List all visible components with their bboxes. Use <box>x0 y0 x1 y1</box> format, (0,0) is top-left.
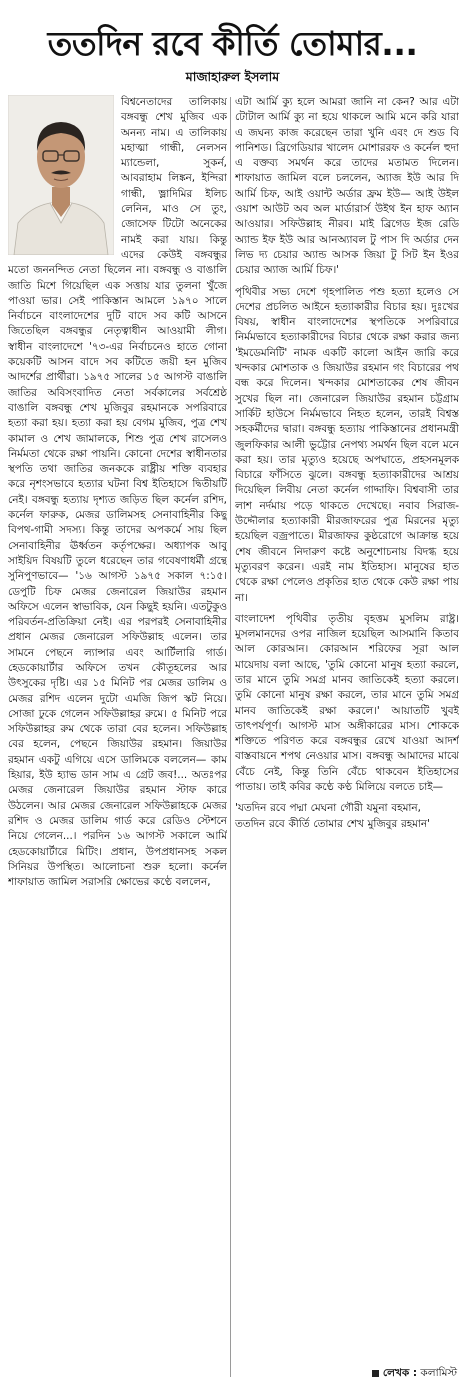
author-credit-label: লেখক : <box>382 1367 418 1379</box>
bullet-square-icon <box>372 1370 379 1377</box>
right-column-paragraph-3: বাংলাদেশ পৃথিবীর তৃতীয় বৃহত্তম মুসলিম রাষ্ট্র। মুসলমানদের ওপর নাজিল হয়েছিল আসমানি কিতাব আল কোরআন। কোরআন শরিফের সূরা আল মায়েদায় বলা আছে, 'তুমি কোনো মানুষ হত্যা করলে, তার মানে তুমি সমগ্র মানব জাতিকেই হত্যা করলে। তুমি কোনো মানুষ রক্ষা করলে, তার মানে তুমি সমগ্র মানব জাতিকেই রক্ষা করলে।' আয়াতটি খুবই তাৎপর্যপূর্ণ। আগস্ট মাস অঙ্গীকারের মাস। শোককে শক্তিতে পরিণত করে বঙ্গবন্ধুর রেখে যাওয়া আদর্শ বাস্তবায়নে শপথ নেওয়ার মাস। বঙ্গবন্ধু আমাদের মাঝে বেঁচে নেই, কিন্তু তিনি বেঁচে থাকবেন ইতিহাসের পাতায়। তাই কবির কণ্ঠে কণ্ঠ মিলিয়ে বলতে চাই— <box>235 612 459 794</box>
poem-line-2: ততদিন রবে কীর্তি তোমার শেখ মুজিবুর রহমান' <box>235 817 430 830</box>
author-credit-value: কলামিস্ট <box>420 1367 457 1379</box>
right-column <box>235 95 459 1379</box>
right-column-paragraph-2: পৃথিবীর সভ্য দেশে গৃহপালিত পশু হত্যা হলেও সে দেশের প্রচলিত আইনে হত্যাকারীর বিচার হয়। দুঃখের বিষয়, স্বাধীন বাংলাদেশের স্থপতিকে সপরিবারে নির্মমভাবে হত্যাকারীদের বিচার থেকে রক্ষা করার জন্য 'ইমডেমনিটি' নামক একটি কালো আইন জারি করে খন্দকার মোশতাক ও জিয়াউর রহমান গং বিচারের পথ বন্ধ করে দিলেন। খন্দকার মোশতাকের শেষ জীবন সুখের ছিল না। জেনারেল জিয়াউর রহমান চট্টগ্রাম সার্কিট হাউসে নির্মমভাবে নিহত হলেন, তারই বিশ্বস্ত সহকর্মীদের দ্বারা। বঙ্গবন্ধু হত্যায় পাকিস্তানের প্রধানমন্ত্রী জুলফিকার আলী ভুট্টোর নেপথ্য সমর্থন ছিল বলে মনে করা হয়। তার মৃত্যুও হয়েছে অপঘাতে, প্রহসনমূলক বিচারে ফাঁসিতে ঝুলে। বঙ্গবন্ধু হত্যাকারীদের আশ্রয় দিয়েছিল লিবীয় নেতা কর্নেল গাদ্দাফি। বিশ্ববাসী তার লাশ নর্দমায় পড়ে থাকতে দেখেছে। নবাব সিরাজ-উদ্দৌলার হত্যাকারী মীরজাফরের পুত্র মিরনের মৃত্যু হয়েছিল বজ্রপাতে। মীরজাফর কুষ্ঠরোগে আক্রান্ত হয়ে শেষ জীবনে নিদারুণ কষ্টে অনুশোচনায় বিদগ্ধ হয়ে মৃত্যুবরণ করেন। এরই নাম ইতিহাস। মানুষের হাত থেকে রক্ষা পেলেও প্রকৃতির হাত থেকে কেউ রক্ষা পায় না। <box>235 285 459 604</box>
author-byline: মাজাহারুল ইসলাম <box>185 69 280 84</box>
author-credit <box>372 1366 457 1380</box>
left-column-paragraph: বিশ্বনেতাদের তালিকায় বঙ্গবন্ধু শেখ মুজিব এক অনন্য নাম। এ তালিকায় মহাত্মা গান্ধী, নেলসন ম্যান্ডেলা, সুকর্ন, আবরাহাম লিঙ্কন, ইন্দিরা গান্ধী, ভ্লাদিমির ইলিচ লেনিন, মাও সে তুং, জোসেফ টিটো অনেকের নামই করা যায়। কিন্তু এদের কেউই বঙ্গবন্ধুর মতো জননন্দিত নেতা ছিলেন না। বঙ্গবন্ধু ও বাঙালি জাতি মিশে গিয়েছিল এক সত্তায় যার তুলনা খুঁজে পাওয়া ভার। সেই পাকিস্তান আমলে ১৯৭০ সালে নির্বাচনে বাংলাদেশের দুটি বাদে সব কটি আসনে জিতেছিল বঙ্গবন্ধুর নেতৃত্বাধীন আওয়ামী লীগ। স্বাধীন বাংলাদেশে '৭৩-এর নির্বাচনেও হাতে গোনা কয়েকটি আসন বাদে সব কটিতে জয়ী হন মুজিব আদর্শের প্রার্থীরা। ১৯৭৫ সালের ১৫ আগস্ট বাঙালি জাতির অবিসংবাদিত নেতা সর্বকালের সর্বশ্রেষ্ঠ বাঙালি বঙ্গবন্ধু শেখ মুজিবুর রহমানকে সপরিবারে হত্যা করা হয়। হত্যা করা হয় বেগম মুজিব, পুত্র শেখ কামাল ও শেখ জামালকে, শিশু পুত্র শেখ রাসেলও নির্মমতা থেকে রক্ষা পায়নি। কোনো দেশের স্বাধীনতার স্থপতি তথা জাতির জনককে রাষ্ট্রীয় শক্তি ব্যবহার করে নৃশংসভাবে হত্যার ঘটনা বিশ্ব ইতিহাসে দ্বিতীয়টি নেই। বঙ্গবন্ধু হত্যায় দৃশ্যত জড়িত ছিল কর্নেল রশিদ, কর্নেল ফারুক, মেজর ডালিমসহ সেনাবাহিনীর কিছু বিপথ-গামী সদস্য। কিন্তু তাদের অপকর্মে সায় ছিল সেনাবাহিনীর ঊর্ধ্বতন কর্তৃপক্ষের। অধ্যাপক আবু সাইয়িদ বিষয়টি তুলে ধরেছেন তার গবেষণাধর্মী গ্রন্থে সুনিপুণভাবে— '১৬ আগস্ট ১৯৭৫ সকাল ৭:১৫। ডেপুটি চিফ মেজর জেনারেল জিয়াউর রহমান অফিসে এলেন স্বাভাবিক, যেন কিছুই হয়নি। এতটুকুও পরিবর্তন-প্রতিক্রিয়া নেই। এর পরপরই সেনাবাহিনীর প্রধান মেজর জেনারেল সফিউল্লাহ এলেন। তার সামনে পেছনে ল্যান্সার এবং আর্টিলারি গার্ড। হেডকোয়ার্টার অফিসে তখন কৌতূহলের আর উৎসুকের দৃষ্টি। এর ১৫ মিনিট পর মেজর ডালিম ও মেজর রশিদ এলেন দুটো এমজি জিপ স্কট নিয়ে। সোজা ঢুকে গেলেন সফিউল্লাহর রুমে। ৫ মিনিট পরে সফিউল্লাহর রুম থেকে তারা বের হলেন। সফিউল্লাহ বের হলেন, পেছনে জিয়াউর রহমান। জিয়াউর রহমান একটু এগিয়ে এসে ডালিমকে বললেন— কাম হিয়ার, ইউ হ্যাভ ডান সাম এ গ্রেট জব!... অতঃপর মেজর জেনারেল জিয়াউর রহমান স্টাফ কারে উঠলেন। আর মেজর জেনারেল সফিউল্লাহকে মেজর রশিদ ও মেজর ডালিম গার্ড করে রেডিও স্টেশনে নিয়ে গেলেন...। পরদিন ১৬ আগস্ট সকালে আর্মি হেডকোয়ার্টারে মিটিং। প্রধান, উপপ্রধানসহ সকল সিনিয়র উপস্থিত। আলোচনা শুরু হলো। কর্নেল শাফায়াত জামিল সরাসরি ক্ষোভের কণ্ঠে বললেন, <box>8 96 227 889</box>
poem-quote <box>235 801 459 832</box>
right-column-paragraph-1: এটা আর্মি ক্যু হলে আমরা জানি না কেন? আর এটা টোটাল আর্মি ক্যু না হয়ে থাকলে আমি মনে করি যারা এ জঘন্য কাজ করেছেন তারা খুনি এবং দে শুড বি পানিশড। ব্রিগেডিয়ার খালেদ মোশাররফ ও কর্নেল হুদা এ বক্তব্য সমর্থন করে তাদের মতামত দিলেন। শাফায়াত জামিল বলে চললেন, অ্যাজ ইউ আর দি আর্মি চিফ, আই ওয়ান্ট অর্ডার ফ্রম ইউ— আই উইল ওয়াশ আউট অব অল মার্ডারার্স উইথ ইন হাফ অ্যান আওয়ার। সফিউল্লাহ নীরব। মাই ব্রিগেড ইজ রেডি অ্যান্ড ইফ ইউ আর আনঅ্যাবল টু পাস দি অর্ডার দেন লিভ দ্য চেয়ার অ্যান্ড আসক জিয়া টু সিট ইন ইওর চেয়ার অ্যাজ আর্মি চিফ।' <box>235 96 459 277</box>
poem-line-1: 'যতদিন রবে পদ্মা মেঘনা গৌরী যমুনা বহমান, <box>235 802 421 815</box>
column-divider <box>230 97 231 1377</box>
author-photo <box>8 95 114 255</box>
left-column <box>8 95 227 1379</box>
article-headline: ততদিন রবে কীর্তি তোমার... <box>47 24 418 63</box>
